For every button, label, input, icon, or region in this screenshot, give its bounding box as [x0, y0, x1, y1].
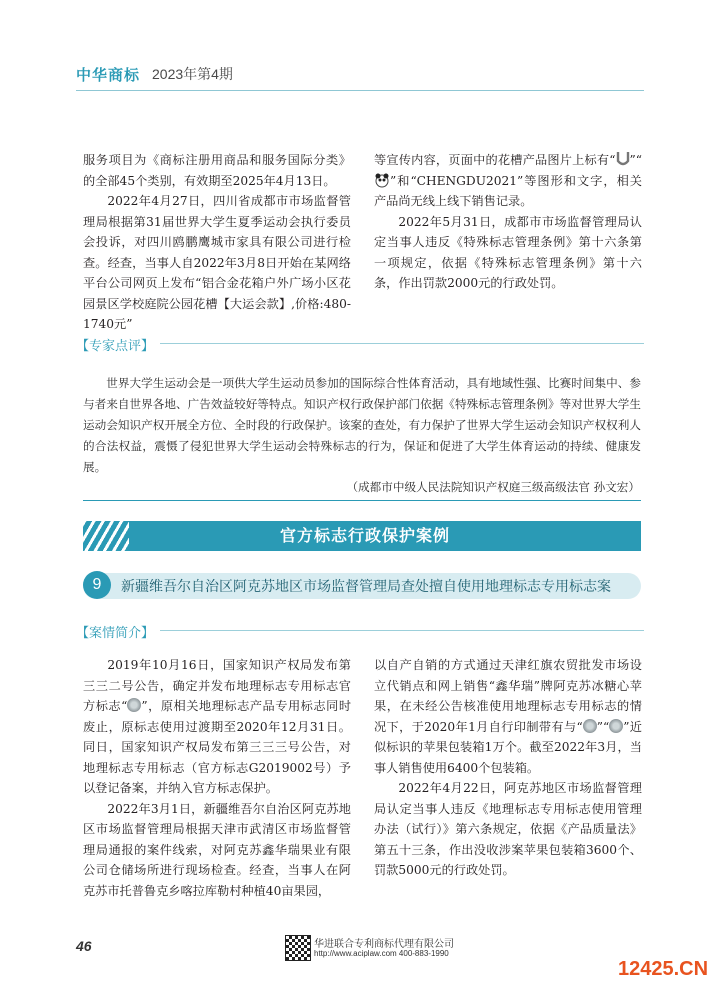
paragraph: 以自产自销的方式通过天津红旗农贸批发市场设立代销点和网上销售“鑫华瑞”牌阿克苏冰糖心苹果，在未经公告核准使用地理标志专用标志的情况下，于2020年1月自行印制带有与“ ”“ ”近似标识的苹果包装箱1万个。截至2022年3月，当事人销售使用6400个包装箱。	[374, 658, 642, 775]
expert-signature: （成都市中级人民法院知识产权庭三级高级法官 孙文宏）	[346, 480, 640, 494]
paragraph: 2022年4月22日，阿克苏地区市场监督管理局认定当事人违反《地理标志专用标志使用管理办法（试行）》第六条规定，依据《产品质量法》第五十三条，作出没收涉案苹果包装箱3600个、罚款5000元的行政处罚。	[374, 781, 642, 877]
footer-company: 华进联合专利商标代理有限公司	[314, 939, 454, 950]
panda-mascot-icon	[374, 172, 390, 188]
top-right-column	[374, 150, 642, 294]
gi-official-mark-icon	[127, 698, 141, 712]
paragraph: 2022年4月27日，四川省成都市市场监督管理局根据第31届世界大学生夏季运动会执行委员会投诉，对四川鸥鹏鹰城市家具有限公司进行检查。经查，当事人自2022年3月8日开始在某网络平台公司网页上发布“铝合金花箱户外广场小区花园景区学校庭院公园花槽【大运会款】,价格:480-1740元”	[83, 194, 351, 331]
comment-divider	[83, 500, 641, 501]
paragraph: 2022年5月31日，成都市市场监督管理局认定当事人违反《特殊标志管理条例》第十六条第一项规定，依据《特殊标志管理条例》第十六条，作出罚款2000元的行政处罚。	[374, 214, 642, 290]
qr-code-icon	[285, 935, 311, 961]
gi-mark-variant-icon	[609, 719, 623, 733]
label-divider	[160, 630, 644, 631]
case-number: 9	[83, 571, 111, 599]
site-watermark: 12425.CN	[618, 958, 709, 980]
journal-issue: 2023年第4期	[152, 66, 233, 82]
footer-contact: http://www.aciplaw.com 400-883-1990	[314, 949, 449, 958]
case-left-column	[83, 655, 351, 901]
paragraph: 2019年10月16日，国家知识产权局发布第三三二号公告，确定并发布地理标志专用标志官方标志“ ”，原相关地理标志产品专用标志同时废止，原标志使用过渡期至2020年12月31日。同日，国家知识产权局发布第三三三号公告，对地理标志专用标志（官方标志G2019002号）予以登记备案，并纳入官方标志保护。	[83, 658, 352, 795]
case-intro-label: 【案情简介】	[76, 625, 155, 640]
paragraph: 服务项目为《商标注册用商品和服务国际分类》的全部45个类别，有效期至2025年4月13日。	[83, 153, 351, 188]
universiade-logo-icon	[616, 151, 630, 167]
label-divider	[160, 343, 644, 344]
header-divider	[76, 90, 644, 91]
banner-stripes	[83, 521, 129, 551]
top-left-column	[83, 150, 351, 335]
case-title: 新疆维吾尔自治区阿克苏地区市场监督管理局查处擅自使用地理标志专用标志案	[121, 578, 611, 594]
paragraph: 等宣传内容，页面中的花槽产品图片上标有“ ”“”和“CHENGDU2021”等图形和文字，相关产品尚无线上线下销售记录。	[374, 153, 642, 208]
paragraph: 2022年3月1日，新疆维吾尔自治区阿克苏地区市场监督管理局根据天津市武清区市场监督管理局通报的案件线索，对阿克苏鑫华瑞果业有限公司仓储场所进行现场检查。经查，当事人在阿克苏市托普鲁克乡喀拉库勒村种植40亩果园，	[83, 801, 351, 898]
gi-mark-icon	[583, 719, 597, 733]
expert-comment-text: 世界大学生运动会是一项供大学生运动员参加的国际综合性体育活动，具有地域性强、比赛时间集中、参与者来自世界各地、广告效益较好等特点。知识产权行政保护部门依据《特殊标志管理条例》等对世界大学生运动会知识产权开展全方位、全时段的行政保护。该案的查处，有力保护了世界大学生运动会知识产权权利人的合法权益，震慑了侵犯世界大学生运动会特殊标志的行为，保证和促进了大学生体育运动的持续、健康发展。	[83, 376, 641, 474]
expert-comment-label: 【专家点评】	[76, 338, 155, 353]
journal-brand: 中华商标	[76, 68, 141, 84]
section-title: 官方标志行政保护案例	[279, 526, 450, 545]
case-right-column	[374, 655, 642, 881]
page-number: 46	[76, 938, 92, 954]
